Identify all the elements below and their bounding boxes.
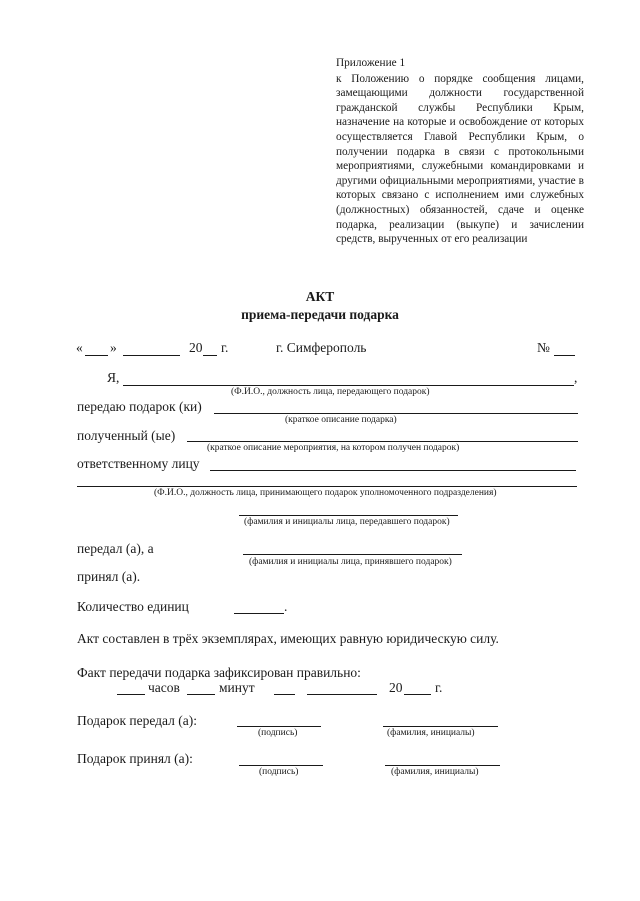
responsible-name-field[interactable] xyxy=(210,470,576,471)
minutes-field[interactable] xyxy=(187,694,215,695)
fact-month-field[interactable] xyxy=(307,694,377,695)
gift-caption: (краткое описание подарка) xyxy=(285,415,397,425)
event-description-field[interactable] xyxy=(187,441,578,442)
transferor-initials-field[interactable] xyxy=(239,515,458,516)
quantity-end: . xyxy=(284,599,288,614)
copies-statement: Акт составлен в трёх экземплярах, имеющих равную юридическую силу. xyxy=(77,631,499,646)
appendix-text: к Положению о порядке сообщения лицами, замещающими должности государственной гражданской службы Республики Крым, назначение на которые и освобождение от которых осуществляется Главой Республики Крым, о получении подарка в связи с протокольными мероприятиями, служебными командировками и другими официальными мероприятиями, участие в которых связано с исполнением ими служебных (должностных) обязанностей, сдаче и оценке подарка, реализации (выкупе) и зачислении средств, вырученных от его реализации xyxy=(336,72,584,246)
document-title: АКТ xyxy=(305,289,335,304)
gave-signature-caption: (подпись) xyxy=(258,728,298,738)
day-blank[interactable] xyxy=(85,355,108,356)
receiver-initials-caption: (фамилия и инициалы лица, принявшего подарок) xyxy=(249,557,452,567)
received-name-field[interactable] xyxy=(385,765,500,766)
hours-field[interactable] xyxy=(117,694,145,695)
gift-gave-label: Подарок передал (а): xyxy=(77,713,198,728)
responsible-caption: (Ф.И.О., должность лица, принимающего подарок уполномоченного подразделения) xyxy=(154,488,497,498)
received-name-caption: (фамилия, инициалы) xyxy=(391,767,479,777)
city-label: г. Симферополь xyxy=(276,340,367,355)
gift-received-label: Подарок принял (а): xyxy=(77,751,193,766)
month-blank[interactable] xyxy=(123,355,180,356)
responsible-continuation-field[interactable] xyxy=(77,486,577,487)
i-label: Я, xyxy=(107,370,120,385)
number-blank[interactable] xyxy=(554,355,575,356)
appendix-block xyxy=(336,56,584,247)
minutes-label: минут xyxy=(219,680,255,695)
transferor-initials-caption: (фамилия и инициалы лица, передавшего подарок) xyxy=(244,517,450,527)
gave-signature-field[interactable] xyxy=(237,726,321,727)
fact-year-suffix: г. xyxy=(435,680,443,695)
received-label: полученный (ые) xyxy=(77,428,176,443)
gift-description-field[interactable] xyxy=(214,413,578,414)
year-blank[interactable] xyxy=(203,355,217,356)
transferor-name-field[interactable] xyxy=(123,385,574,386)
document-subtitle: приема-передачи подарка xyxy=(241,307,399,322)
year-prefix: 20 xyxy=(189,340,203,355)
received-signature-caption: (подпись) xyxy=(259,767,299,777)
transferor-caption: (Ф.И.О., должность лица, передающего подарок) xyxy=(231,387,430,397)
fact-day-field[interactable] xyxy=(274,694,295,695)
year-suffix: г. xyxy=(221,340,229,355)
fact-year-prefix: 20 xyxy=(389,680,403,695)
gave-name-field[interactable] xyxy=(383,726,498,727)
received-signature-field[interactable] xyxy=(239,765,323,766)
accepted-label: принял (а). xyxy=(77,569,141,584)
gave-name-caption: (фамилия, инициалы) xyxy=(387,728,475,738)
transferred-label: передал (а), а xyxy=(77,541,154,556)
number-label: № xyxy=(537,340,550,355)
quantity-label: Количество единиц xyxy=(77,599,189,614)
received-caption: (краткое описание мероприятия, на котором получен подарок) xyxy=(207,443,460,453)
quote-close: » xyxy=(110,340,117,355)
quantity-field[interactable] xyxy=(234,613,284,614)
gift-label: передаю подарок (ки) xyxy=(77,399,202,414)
responsible-label: ответственному лицу xyxy=(77,456,200,471)
hours-label: часов xyxy=(148,680,180,695)
fact-year-field[interactable] xyxy=(404,694,431,695)
receiver-initials-field[interactable] xyxy=(243,554,462,555)
quote-open: « xyxy=(76,340,83,355)
fact-statement: Факт передачи подарка зафиксирован правильно: xyxy=(77,665,361,680)
appendix-heading: Приложение 1 xyxy=(336,57,406,69)
